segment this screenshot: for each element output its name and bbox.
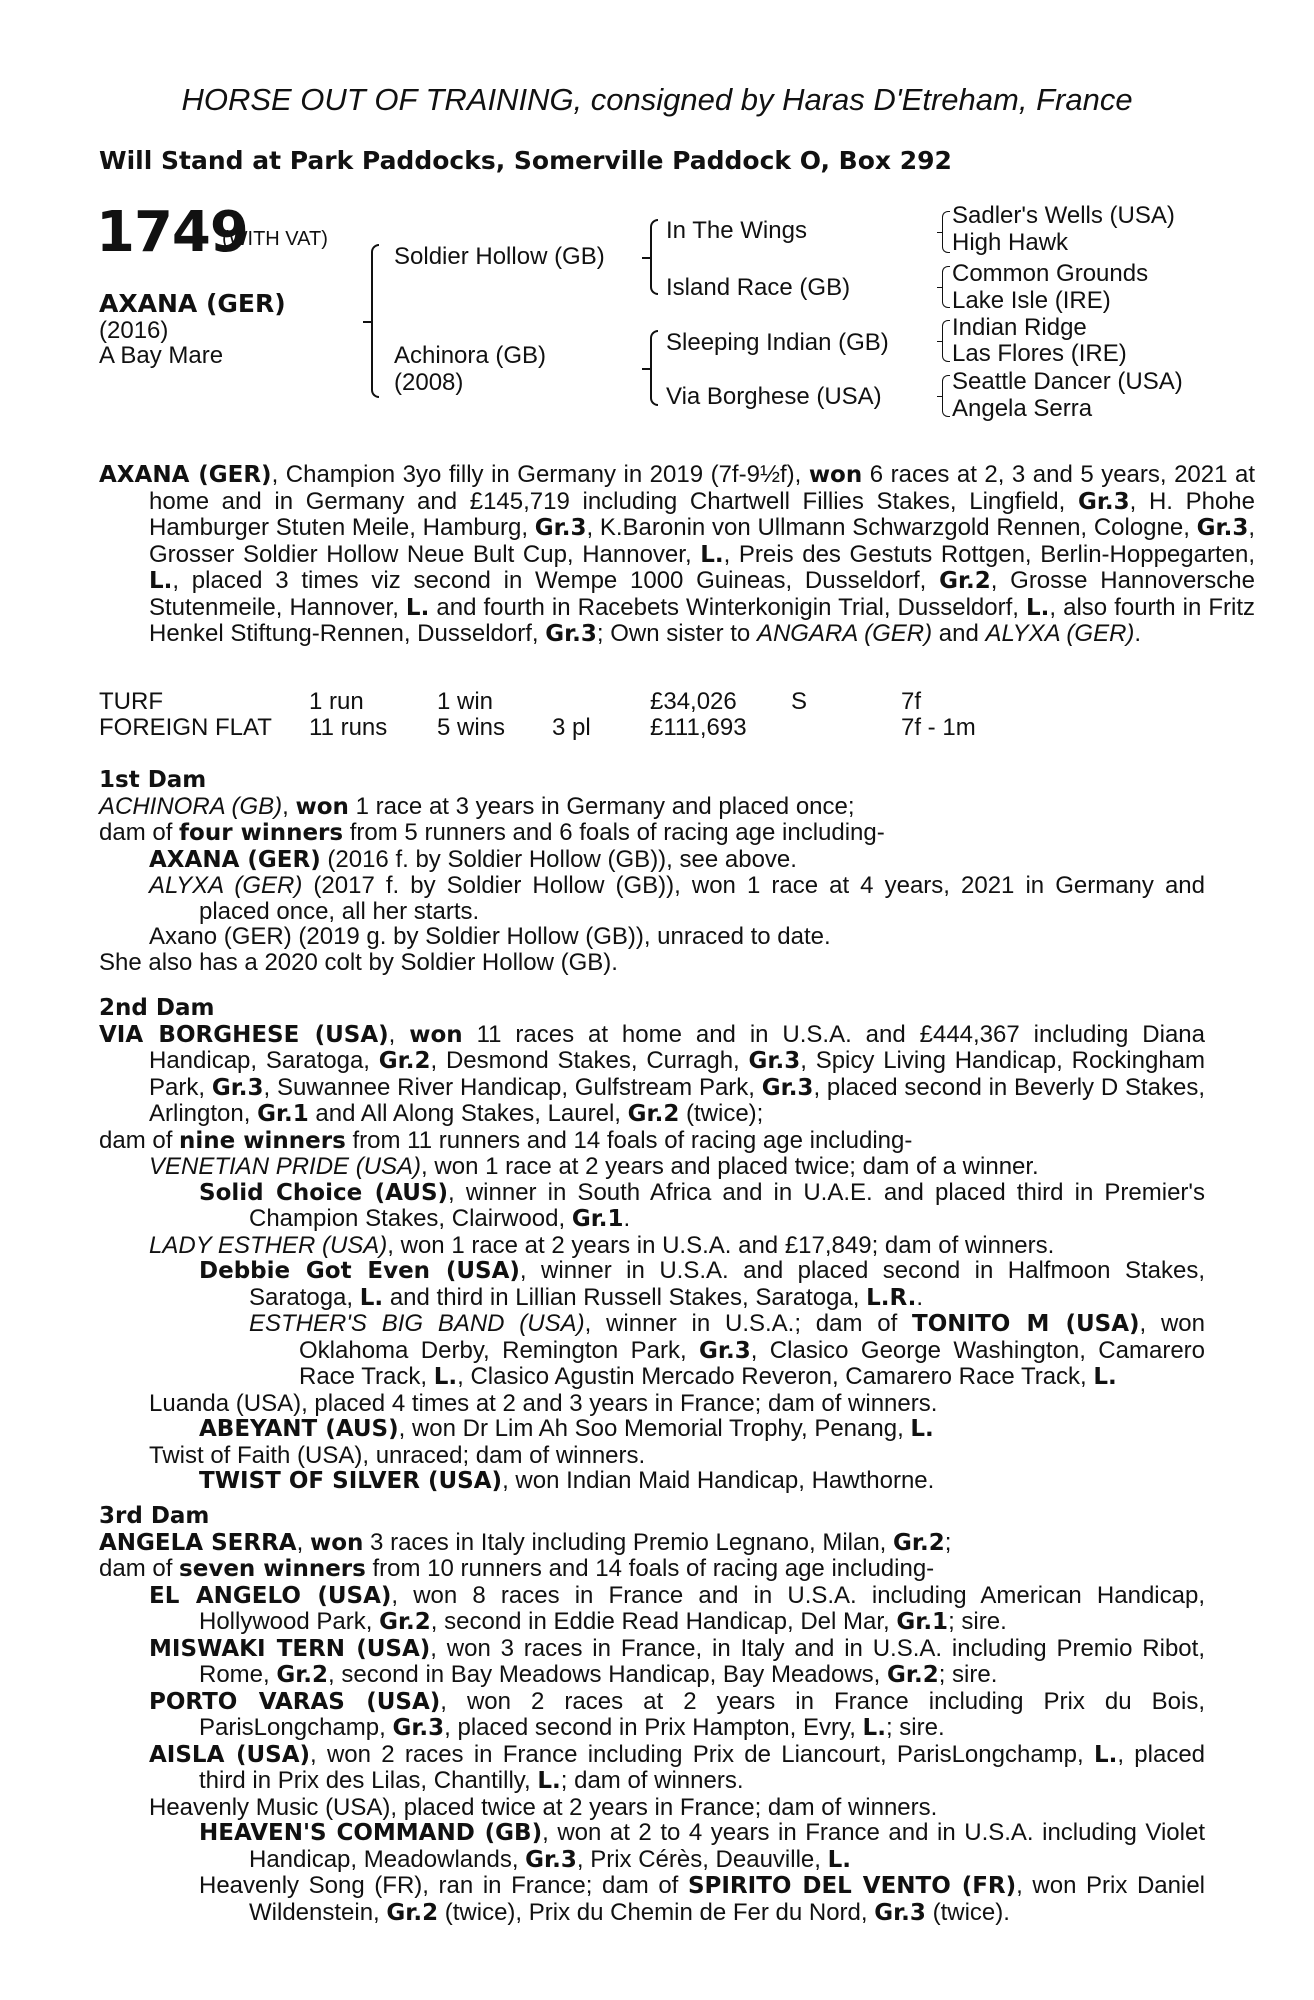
text: , placed third in Prix des Lilas, Chantilly, — [199, 1740, 1206, 1794]
pedigree-brace — [650, 219, 658, 295]
progeny-line — [99, 1154, 1205, 1180]
text: and All Along Stakes, Laurel, — [308, 1100, 628, 1127]
text: , winner in U.S.A.; dam of — [584, 1310, 913, 1337]
text: L. — [862, 1715, 886, 1741]
pedigree-brace — [942, 375, 950, 417]
text: L. — [359, 1284, 384, 1311]
text: , Desmond Stakes, Curragh, — [430, 1047, 749, 1074]
text: Gr.3 — [211, 1074, 264, 1101]
text: dam of — [99, 819, 180, 846]
page-title: HORSE OUT OF TRAINING, consigned by Haras D'Etreham, France — [181, 82, 1133, 117]
text: ; sire. — [948, 1608, 1007, 1635]
text: , — [388, 1020, 410, 1048]
text: dam of — [99, 1126, 180, 1154]
third-dam-section — [99, 1504, 1205, 1926]
section-heading: 1st Dam — [99, 767, 207, 793]
section-heading: 2nd Dam — [99, 995, 215, 1021]
pedigree-sire-sire: In The Wings — [666, 217, 807, 244]
text: , placed second in Beverly D Stakes, Arlington, — [149, 1073, 1205, 1127]
text: , won at 2 to 4 years in France and in U.S.A. including Violet Handicap, Meadowlands, — [249, 1819, 1205, 1873]
text: (2017 f. by Soldier Hollow (GB)), won 1 race at 4 years, 2021 in Germany and placed once, all her starts. — [199, 872, 1205, 925]
horse-summary — [99, 462, 1255, 648]
text: EL ANGELO (USA) — [149, 1582, 392, 1609]
text: , Grosser Soldier Hollow Neue Bult Cup, Hannover, — [149, 514, 1255, 568]
text: , second in Bay Meadows Handicap, Bay Meadows, — [328, 1661, 888, 1688]
text: L. — [405, 594, 430, 621]
pedigree-ggp: Indian Ridge — [952, 314, 1087, 341]
text: , Suwannee River Handicap, Gulfstream Park, — [263, 1073, 762, 1101]
progeny-line — [99, 1820, 1205, 1873]
text: Gr.2 — [378, 1048, 431, 1074]
text: from 11 runners and 14 foals of racing age including- — [345, 1126, 913, 1154]
table-cell: S — [791, 688, 808, 715]
text: , won 1 race at 2 years and placed twice; dam of a winner. — [421, 1153, 1039, 1180]
text: , placed second in Prix Hampton, Evry, — [444, 1714, 863, 1741]
text: L.R. — [866, 1284, 917, 1311]
text: , Clasico Agustin Mercado Reveron, Camarero Race Track, — [457, 1363, 1094, 1390]
text: and — [932, 620, 986, 647]
text: 3 races in Italy including Premio Legnano, Milan, — [363, 1528, 894, 1556]
text: Solid Choice (AUS) — [199, 1179, 449, 1206]
text: ANGARA (GER) — [756, 620, 933, 647]
table-cell — [791, 715, 901, 741]
table-cell — [552, 689, 650, 715]
text: , won 3 races in France, in Italy and in U.S.A. including Premio Ribot, Rome, — [199, 1634, 1205, 1688]
text: Gr.1 — [257, 1101, 309, 1127]
text: , won 2 races at 2 years in France including Prix du Bois, ParisLongchamp, — [199, 1687, 1205, 1741]
text: from 10 runners and 14 foals of racing age including- — [365, 1555, 935, 1582]
text: , Preis des Gestuts Rottgen, Berlin-Hoppegarten, — [723, 540, 1255, 568]
progeny-line: Heavenly Music (USA), placed twice at 2 years in France; dam of winners. — [149, 1793, 938, 1821]
pedigree-ggp: High Hawk — [952, 229, 1069, 256]
second-dam-section — [99, 996, 1205, 1495]
text: Gr.3 — [761, 1074, 814, 1101]
text: Gr.3 — [525, 1846, 577, 1873]
horse-name: AXANA (GER) — [99, 289, 286, 318]
table-cell: 1 run — [309, 688, 364, 715]
text: TONITO M (USA) — [912, 1311, 1140, 1337]
table-cell: 3 pl — [552, 714, 591, 741]
text: , Prix Cérès, Deauville, — [576, 1845, 828, 1873]
text: L. — [433, 1364, 458, 1390]
text: Gr.2 — [627, 1101, 680, 1127]
table-cell: 5 wins — [437, 714, 506, 741]
text: , won 8 races in France and in U.S.A. including American Handicap, Hollywood Park, — [199, 1581, 1205, 1635]
pedigree-brace — [942, 266, 950, 308]
pedigree-ggp: Common Grounds — [952, 260, 1149, 287]
text: won — [309, 1529, 364, 1556]
text: Heavenly Song (FR), ran in France; dam of — [199, 1872, 688, 1899]
text: , won 2 races in France including Prix de Liancourt, ParisLongchamp, — [310, 1740, 1094, 1768]
table-cell: £111,693 — [650, 714, 747, 741]
progeny-line — [99, 1689, 1205, 1742]
pedigree-brace — [942, 211, 950, 253]
pedigree-dam: Achinora (GB) — [394, 342, 547, 369]
progeny-line — [99, 1258, 1205, 1311]
text: ANGELA SERRA — [99, 1529, 297, 1556]
progeny-line — [99, 873, 1205, 924]
text: Gr.3 — [534, 515, 587, 541]
text: , H. Phohe Hamburger Stuten Meile, Hamburg, — [149, 487, 1256, 541]
dam-line — [99, 794, 1205, 821]
section-heading: 3rd Dam — [99, 1503, 210, 1529]
dam-line — [99, 1128, 1205, 1155]
text: Gr.1 — [571, 1206, 624, 1232]
table-cell: 7f - 1m — [901, 714, 976, 741]
text: ALYXA (GER) — [149, 872, 303, 899]
dam-line — [99, 1022, 1205, 1128]
text: AISLA (USA) — [149, 1741, 311, 1768]
dam-line — [99, 1556, 1205, 1583]
table-row — [99, 689, 976, 715]
progeny-line — [99, 1416, 1205, 1443]
text: MISWAKI TERN (USA) — [149, 1635, 431, 1662]
pedigree-ggp: Seattle Dancer (USA) — [952, 368, 1183, 395]
horse-name: AXANA (GER) — [99, 462, 272, 488]
progeny-line — [99, 1233, 1205, 1259]
progeny-line — [99, 1468, 1205, 1495]
text: nine winners — [179, 1127, 346, 1154]
text: , placed 3 times viz second in Wempe 1000 Guineas, Dusseldorf, — [172, 567, 940, 594]
text: seven winners — [179, 1556, 366, 1582]
table-cell: FOREIGN FLAT — [99, 714, 272, 741]
table-cell: 11 runs — [309, 714, 388, 741]
text: Gr.3 — [392, 1715, 445, 1741]
progeny-line — [99, 1742, 1205, 1795]
text: VIA BORGHESE (USA) — [99, 1021, 389, 1048]
text: , won Prix Daniel Wildenstein, — [249, 1872, 1206, 1926]
progeny-line — [99, 1636, 1205, 1689]
text: from 5 runners and 6 foals of racing age including- — [343, 819, 885, 846]
vat-label: (WITH VAT) — [222, 228, 328, 250]
progeny-line — [99, 1873, 1205, 1926]
horse-year: (2016) — [99, 317, 169, 344]
text: ; sire. — [885, 1714, 945, 1741]
text: , won 1 race at 2 years in U.S.A. and £17,849; dam of winners. — [387, 1231, 1055, 1259]
progeny-line: Axano (GER) (2019 g. by Soldier Hollow (GB)), unraced to date. — [149, 923, 831, 950]
stand-location: Will Stand at Park Paddocks, Somerville Paddock O, Box 292 — [99, 146, 952, 175]
text: 6 races at 2, 3 and 5 years, 2021 at home and in Germany and £145,719 including Chartwell Fillies Stakes, Lingfield, — [149, 461, 1256, 515]
pedigree-sire-dam: Island Race (GB) — [666, 274, 851, 301]
pedigree-ggp: Lake Isle (IRE) — [952, 287, 1111, 314]
text: . — [623, 1205, 631, 1232]
progeny-line — [99, 1583, 1205, 1636]
text: ; sire. — [938, 1661, 998, 1688]
text: VENETIAN PRIDE (USA) — [149, 1153, 422, 1180]
pedigree-brace — [942, 320, 950, 362]
text: Gr.3 — [545, 621, 597, 647]
text: SPIRITO DEL VENTO (FR) — [687, 1873, 1017, 1899]
pedigree-brace — [371, 244, 379, 398]
table-cell: 1 win — [437, 688, 494, 715]
text: L. — [537, 1768, 561, 1794]
text: , also fourth in Fritz Henkel Stiftung-Rennen, Dusseldorf, — [149, 593, 1255, 647]
pedigree-dam-sire: Sleeping Indian (GB) — [666, 329, 889, 356]
text: LADY ESTHER (USA) — [149, 1231, 388, 1259]
text: (twice), Prix du Chemin de Fer du Nord, — [438, 1898, 875, 1926]
text: L. — [700, 541, 724, 568]
text: Gr.2 — [887, 1662, 939, 1688]
text: (twice). — [925, 1898, 1010, 1926]
text: 11 races at home and in U.S.A. and £444,367 including Diana Handicap, Saratoga, — [149, 1020, 1205, 1074]
text: , Champion 3yo filly in Germany in 2019 (7f-9½f), — [271, 461, 809, 488]
race-record-table — [99, 689, 976, 741]
text: TWIST OF SILVER (USA) — [199, 1468, 503, 1494]
table-cell: TURF — [99, 688, 163, 715]
text: . — [916, 1283, 924, 1311]
text: Debbie Got Even (USA) — [199, 1258, 520, 1284]
text: ; — [944, 1528, 952, 1556]
text: (2016 f. by Soldier Hollow (GB)), see above. — [320, 845, 797, 873]
pedigree-ggp: Las Flores (IRE) — [952, 340, 1127, 367]
text: , winner in U.S.A. and placed second in Halfmoon Stakes, Saratoga, — [249, 1257, 1205, 1311]
lot-number: 1749 — [96, 200, 248, 265]
text: four winners — [179, 820, 344, 846]
text: Gr.1 — [896, 1609, 949, 1635]
dam-line: She also has a 2020 colt by Soldier Hollow (GB). — [99, 948, 618, 976]
text: ; dam of winners. — [560, 1767, 744, 1794]
pedigree-dam-dam: Via Borghese (USA) — [666, 383, 882, 410]
text: L. — [149, 568, 173, 594]
text: ; Own sister to — [596, 620, 757, 647]
progeny-line: Luanda (USA), placed 4 times at 2 and 3 years in France; dam of winners. — [149, 1389, 938, 1417]
text: Gr.3 — [748, 1048, 801, 1074]
text: Gr.3 — [1077, 488, 1130, 515]
text: , winner in South Africa and in U.A.E. and placed third in Premier's Champion Stakes, Clairwood, — [249, 1178, 1205, 1232]
table-cell: £34,026 — [650, 688, 737, 715]
dam-line — [99, 1530, 1205, 1557]
horse-description: A Bay Mare — [99, 342, 224, 369]
first-dam-section — [99, 768, 1205, 975]
text: . — [1134, 620, 1142, 647]
text: ESTHER'S BIG BAND (USA) — [249, 1310, 585, 1337]
pedigree-sire: Soldier Hollow (GB) — [394, 243, 605, 270]
text: , Grosse Hannoversche Stutenmeile, Hannover, — [149, 567, 1255, 621]
text: ALYXA (GER) — [985, 620, 1135, 647]
text: won — [409, 1021, 463, 1048]
text: Gr.3 — [699, 1337, 751, 1364]
table-row — [99, 715, 976, 741]
text: L. — [827, 1846, 852, 1873]
text: PORTO VARAS (USA) — [149, 1688, 441, 1715]
text: won — [295, 793, 349, 820]
text: L. — [1093, 1364, 1117, 1390]
text: Gr.3 — [874, 1899, 926, 1926]
pedigree-dam-year: (2008) — [394, 369, 464, 396]
text: and fourth in Racebets Winterkonigin Trial, Dusseldorf, — [429, 593, 1026, 621]
text: Gr.2 — [939, 568, 991, 594]
text: AXANA (GER) — [149, 846, 321, 873]
text: Gr.2 — [276, 1662, 329, 1688]
text: HEAVEN'S COMMAND (GB) — [199, 1820, 543, 1846]
text: , Spicy Living Handicap, Rockingham Park, — [149, 1047, 1206, 1101]
text: 1 race at 3 years in Germany and placed once; — [348, 792, 855, 820]
text: (twice); — [679, 1100, 764, 1127]
text: , won Dr Lim Ah Soo Memorial Trophy, Penang, — [398, 1415, 911, 1442]
text: Gr.2 — [386, 1899, 439, 1926]
text: , K.Baronin von Ullmann Schwarzgold Rennen, Cologne, — [586, 514, 1197, 541]
dam-line — [99, 820, 1205, 847]
progeny-line — [99, 1311, 1205, 1391]
text: , won Indian Maid Handicap, Hawthorne. — [502, 1467, 935, 1494]
pedigree-ggp: Sadler's Wells (USA) — [952, 202, 1175, 229]
text: , won Oklahoma Derby, Remington Park, — [299, 1310, 1206, 1364]
text: Gr.2 — [893, 1529, 945, 1556]
text: ACHINORA (GB) — [99, 792, 283, 820]
text: ABEYANT (AUS) — [199, 1416, 399, 1442]
text: won — [808, 462, 863, 488]
pedigree-brace — [650, 330, 658, 406]
text: , — [296, 1528, 310, 1556]
progeny-line: Twist of Faith (USA), unraced; dam of winners. — [149, 1441, 646, 1469]
text: , second in Eddie Read Handicap, Del Mar, — [430, 1608, 897, 1635]
text: , — [282, 792, 296, 820]
text: L. — [1093, 1741, 1118, 1768]
text: L. — [1026, 594, 1050, 621]
text: Gr.2 — [379, 1609, 431, 1635]
text: dam of — [99, 1555, 180, 1582]
text: , Clasico George Washington, Camarero Race Track, — [299, 1336, 1205, 1390]
pedigree-ggp: Angela Serra — [952, 395, 1093, 422]
table-cell: 7f — [901, 688, 922, 715]
progeny-line — [99, 1180, 1205, 1233]
text: Gr.3 — [1196, 515, 1249, 541]
text: and third in Lillian Russell Stakes, Saratoga, — [383, 1283, 867, 1311]
progeny-line — [99, 847, 1205, 874]
text: L. — [910, 1416, 934, 1442]
